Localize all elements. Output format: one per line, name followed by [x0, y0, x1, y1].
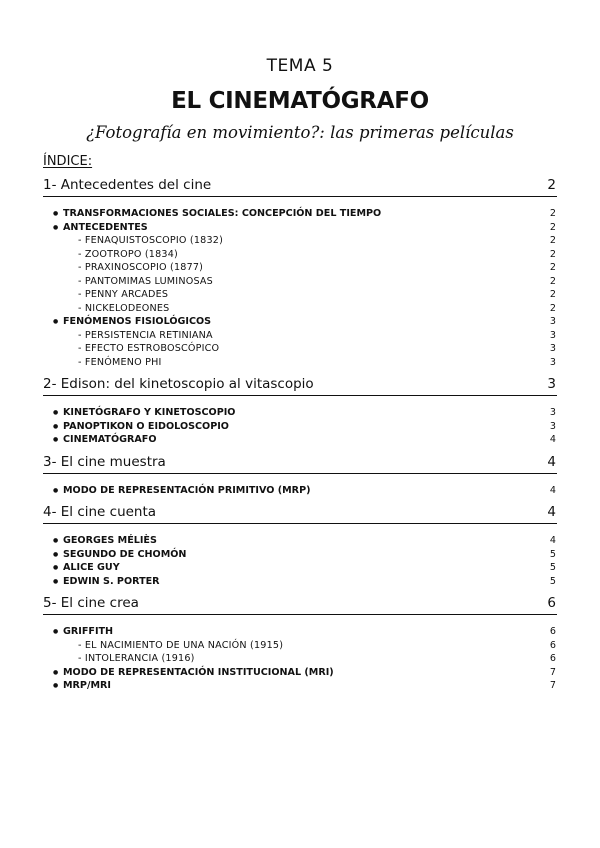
toc-entry[interactable] [43, 433, 557, 447]
index-heading: ÍNDICE: [43, 154, 93, 169]
toc-entry-page: 7 [549, 680, 556, 691]
toc-section-title: 5- El cine crea [43, 595, 139, 611]
toc-section-items [43, 197, 557, 375]
toc-entry[interactable] [43, 420, 557, 434]
toc-section [43, 503, 557, 594]
toc-entry-page: 2 [549, 235, 556, 246]
toc-entry-label: - PRAXINOSCOPIO (1877) [78, 262, 204, 273]
toc-subentry[interactable] [43, 234, 557, 248]
toc-subentry[interactable] [43, 356, 557, 370]
toc-entry-label: - INTOLERANCIA (1916) [78, 653, 195, 664]
toc-entry-label: ● MRP/MRI [43, 679, 111, 693]
toc-entry[interactable] [43, 315, 557, 329]
toc-entry[interactable] [43, 484, 557, 498]
toc-section-title: 4- El cine cuenta [43, 504, 157, 520]
toc-entry-page: 5 [549, 548, 556, 560]
toc-entry-label: ● FENÓMENOS FISIOLÓGICOS [43, 315, 211, 329]
page-title: EL CINEMATÓGRAFO [171, 88, 429, 114]
toc-section-heading[interactable] [43, 453, 557, 474]
toc-entry-label: ● MODO DE REPRESENTACIÓN INSTITUCIONAL (MRI) [43, 666, 334, 680]
toc-entry-label: - NICKELODEONES [78, 302, 170, 314]
toc-entry-label: - PERSISTENCIA RETINIANA [78, 329, 213, 341]
toc-entry-page: 3 [549, 329, 556, 341]
toc-entry[interactable] [43, 561, 557, 575]
toc-subentry[interactable] [43, 639, 557, 653]
toc-section-title: 2- Edison: del kinetoscopio al vitascopio [43, 376, 314, 392]
toc-section-page: 4 [547, 504, 556, 520]
toc-subentry[interactable] [43, 288, 557, 302]
toc-entry[interactable] [43, 575, 557, 589]
toc-section-items [43, 615, 557, 699]
toc-entry-label: ● KINETÓGRAFO Y KINETOSCOPIO [43, 406, 235, 420]
toc-entry-label: ● GEORGES MÉLIÈS [43, 534, 157, 548]
toc-subentry[interactable] [43, 329, 557, 343]
toc-entry-label: - EFECTO ESTROBOSCÓPICO [78, 343, 220, 354]
toc-entry-label: ● GRIFFITH [43, 625, 113, 639]
toc-entry-label: - PENNY ARCADES [78, 289, 169, 300]
toc-subentry[interactable] [43, 302, 557, 316]
toc-section-page: 6 [547, 595, 556, 611]
toc-section-page: 3 [547, 376, 556, 392]
toc-entry-page: 6 [549, 626, 556, 637]
toc-section-items [43, 474, 557, 504]
toc-entry-label: ● ALICE GUY [43, 561, 120, 575]
toc-section-heading[interactable] [43, 594, 557, 615]
toc-entry-label: ● PANOPTIKON O EIDOLOSCOPIO [43, 420, 229, 434]
toc-entry-label: ● EDWIN S. PORTER [43, 575, 160, 589]
toc-entry[interactable] [43, 666, 557, 680]
toc-section-title: 3- El cine muestra [43, 453, 166, 470]
toc-section-items [43, 396, 557, 453]
toc-entry-page: 2 [549, 275, 556, 287]
toc-entry[interactable] [43, 406, 557, 420]
toc-subentry[interactable] [43, 261, 557, 275]
toc-section-heading[interactable] [43, 176, 557, 197]
toc-subentry[interactable] [43, 652, 557, 666]
toc-subentry[interactable] [43, 248, 557, 262]
toc-entry-label: - EL NACIMIENTO DE UNA NACIÓN (1915) [78, 639, 284, 651]
toc-entry-page: 7 [549, 666, 556, 678]
toc-entry-page: 5 [549, 575, 556, 587]
toc-entry-page: 2 [549, 208, 556, 219]
toc-section-title: 1- Antecedentes del cine [43, 177, 212, 193]
toc-section-heading[interactable] [43, 503, 557, 524]
toc-entry-page: 5 [549, 562, 556, 573]
toc-entry-label: - FENÓMENO PHI [78, 356, 162, 368]
toc-entry-page: 2 [549, 262, 556, 273]
toc-entry-page: 2 [549, 221, 556, 233]
toc-entry-label: ● SEGUNDO DE CHOMÓN [43, 548, 186, 562]
toc-entry-label: ● TRANSFORMACIONES SOCIALES: CONCEPCIÓN DEL TIEMPO [43, 207, 381, 221]
page-subtitle: ¿Fotografía en movimiento?: las primeras películas [86, 123, 514, 142]
toc-entry-page: 6 [549, 639, 556, 651]
toc-entry-page: 3 [549, 316, 556, 327]
toc-section-heading[interactable] [43, 375, 557, 396]
toc-entry-page: 4 [549, 434, 556, 445]
toc-entry-label: ● ANTECEDENTES [43, 221, 148, 235]
toc-entry-page: 4 [549, 484, 556, 496]
toc-entry-label: - PANTOMIMAS LUMINOSAS [78, 275, 213, 287]
toc-entry[interactable] [43, 548, 557, 562]
toc-entry-page: 3 [549, 343, 556, 354]
toc-entry[interactable] [43, 207, 557, 221]
toc-entry-page: 2 [549, 302, 556, 314]
toc-section-items [43, 524, 557, 594]
toc-entry-label: - FENAQUISTOSCOPIO (1832) [78, 235, 224, 246]
toc-section [43, 176, 557, 375]
table-of-contents [43, 176, 557, 699]
toc-entry[interactable] [43, 679, 557, 693]
topic-number: TEMA 5 [266, 56, 334, 76]
toc-entry-page: 2 [549, 248, 556, 260]
toc-subentry[interactable] [43, 342, 557, 356]
toc-entry-page: 3 [549, 356, 556, 368]
toc-entry-label: ● CINEMATÓGRAFO [43, 433, 157, 447]
toc-section-page: 2 [547, 177, 556, 193]
toc-section [43, 375, 557, 453]
toc-entry-page: 6 [549, 653, 556, 664]
toc-entry-label: ● MODO DE REPRESENTACIÓN PRIMITIVO (MRP) [43, 484, 311, 498]
toc-entry-page: 3 [549, 407, 556, 418]
toc-section [43, 453, 557, 504]
toc-entry-page: 2 [549, 289, 556, 300]
toc-entry-page: 3 [549, 420, 556, 432]
toc-subentry[interactable] [43, 275, 557, 289]
toc-section-page: 4 [547, 453, 556, 470]
toc-entry[interactable] [43, 221, 557, 235]
toc-entry-label: - ZOOTROPO (1834) [78, 248, 178, 260]
toc-entry-page: 4 [549, 535, 556, 546]
toc-entry[interactable] [43, 625, 557, 639]
toc-entry[interactable] [43, 534, 557, 548]
toc-section [43, 594, 557, 699]
